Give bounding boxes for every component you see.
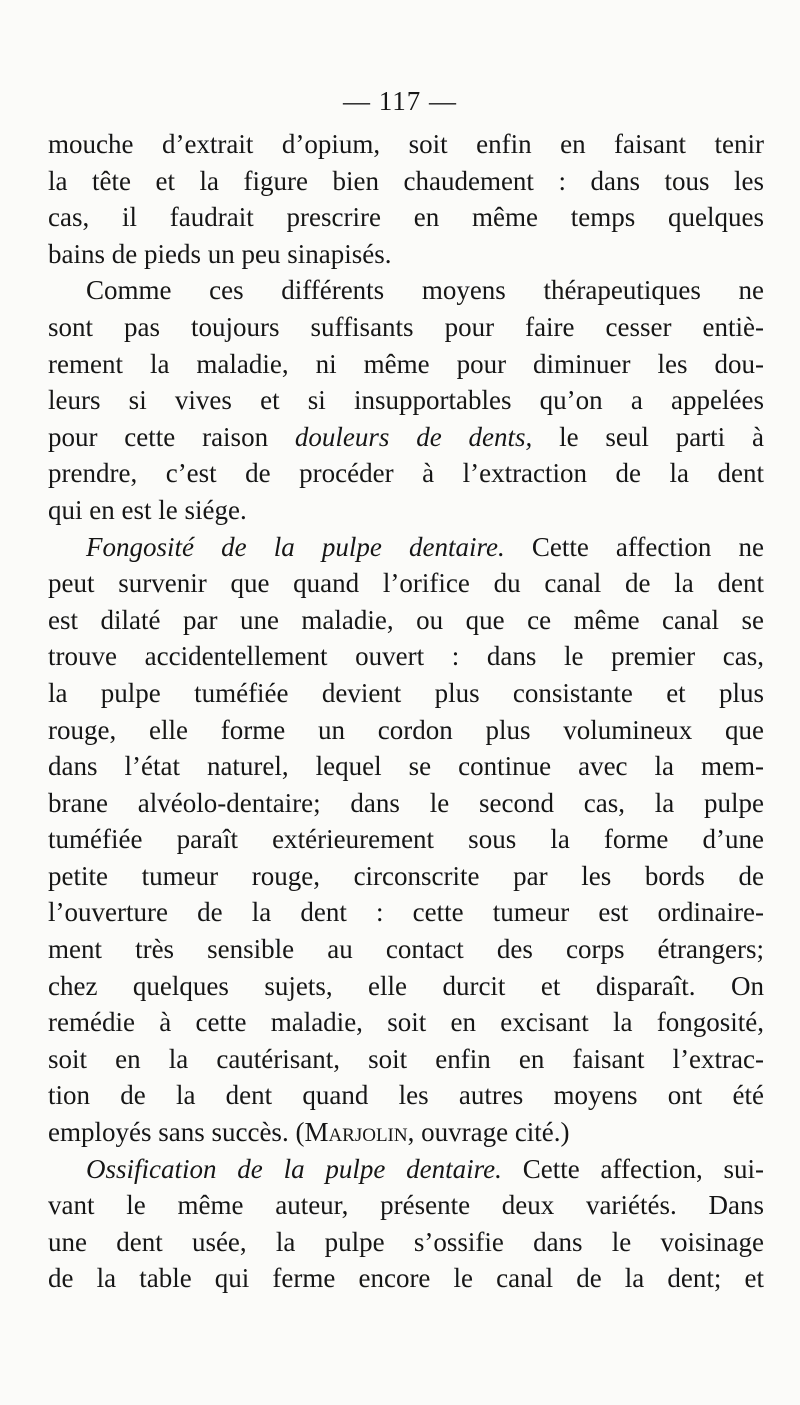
text-segment: trouve accidentellement ouvert : dans le premier cas, [48,641,764,672]
text-line [48,492,764,529]
text-segment: , ouvrage cité.) [407,1117,570,1148]
text-segment: le seul parti à [532,421,764,452]
page-number: — 117 — [343,86,457,116]
text-line [48,602,764,639]
text-line [48,1004,764,1041]
text-segment: brane alvéolo-dentaire; dans le second cas, la pulpe [48,787,764,818]
text-segment: peut survenir que quand l’orifice du canal de la dent [48,568,764,599]
small-caps-text: Marjolin [304,1117,408,1148]
text-segment: Comme ces différents moyens thérapeutiques ne [86,275,764,306]
text-segment: employés sans succès. ( [48,1117,305,1148]
text-line [48,1187,764,1224]
text-segment: cas, il faudrait prescrire en même temps quelques [48,202,764,233]
text-segment: dans l’état naturel, lequel se continue avec la mem- [48,751,764,782]
text-line [48,785,764,822]
text-line [48,821,764,858]
text-segment: petite tumeur rouge, circonscrite par les bords de [48,860,764,891]
text-line [48,565,764,602]
text-segment: qui en est le siége. [48,494,247,525]
text-line [48,968,764,1005]
text-segment: soit en la cautérisant, soit enfin en faisant l’extrac- [48,1043,764,1074]
text-line [48,638,764,675]
text-segment: Cette affection ne [504,531,764,562]
text-line [48,382,764,419]
text-line [48,236,764,273]
text-line [48,126,764,163]
text-segment: est dilaté par une maladie, ou que ce même canal se [48,604,764,635]
text-line [48,455,764,492]
text-segment: la tête et la figure bien chaudement : dans tous les [48,165,764,196]
text-segment: tuméfiée paraît extérieurement sous la forme d’une [48,824,764,855]
body-text [48,126,764,1297]
text-line [48,529,764,566]
text-segment: leurs si vives et si insupportables qu’on a appelées [48,385,764,416]
text-line [48,858,764,895]
text-line [48,894,764,931]
text-line [48,1041,764,1078]
text-segment: chez quelques sujets, elle durcit et disparaît. On [48,970,764,1001]
text-segment: mouche d’extrait d’opium, soit enfin en faisant tenir [48,129,764,159]
text-segment: ment très sensible au contact des corps étrangers; [48,934,764,965]
text-line [48,272,764,309]
text-segment: remédie à cette maladie, soit en excisant la fongosité, [48,1007,764,1038]
text-line [48,1260,764,1297]
text-line [48,712,764,749]
text-segment: tion de la dent quand les autres moyens ont été [48,1080,764,1111]
text-line [48,931,764,968]
text-segment: la pulpe tuméfiée devient plus consistante et plus [48,677,764,708]
text-line [48,346,764,383]
text-segment: prendre, c’est de procéder à l’extraction de la dent [48,458,764,489]
text-line [48,163,764,200]
text-line [48,1077,764,1114]
text-segment: sont pas toujours suffisants pour faire cesser entiè- [48,311,764,342]
text-line [48,1114,764,1151]
text-line [48,419,764,456]
text-line [48,199,764,236]
text-segment: Cette affection, sui- [501,1153,765,1184]
text-segment: rement la maladie, ni même pour diminuer les dou- [48,348,764,379]
text-segment: l’ouverture de la dent : cette tumeur est ordinaire- [48,897,764,928]
text-line [48,675,764,712]
italic-text: douleurs de dents, [294,421,533,452]
text-line [48,1224,764,1261]
text-segment: de la table qui ferme encore le canal de la dent; et [48,1263,764,1294]
text-segment: bains de pieds un peu sinapisés. [48,238,392,269]
text-line [48,1151,764,1188]
text-segment: une dent usée, la pulpe s’ossifie dans le voisinage [48,1226,764,1257]
text-segment: pour cette raison [48,421,295,452]
text-segment: vant le même auteur, présente deux variétés. Dans [48,1190,764,1221]
italic-text: Fongosité de la pulpe dentaire. [86,531,505,562]
text-segment: rouge, elle forme un cordon plus volumineux que [48,714,764,745]
text-line [48,748,764,785]
italic-text: Ossification de la pulpe dentaire. [86,1153,502,1184]
text-line [48,309,764,346]
